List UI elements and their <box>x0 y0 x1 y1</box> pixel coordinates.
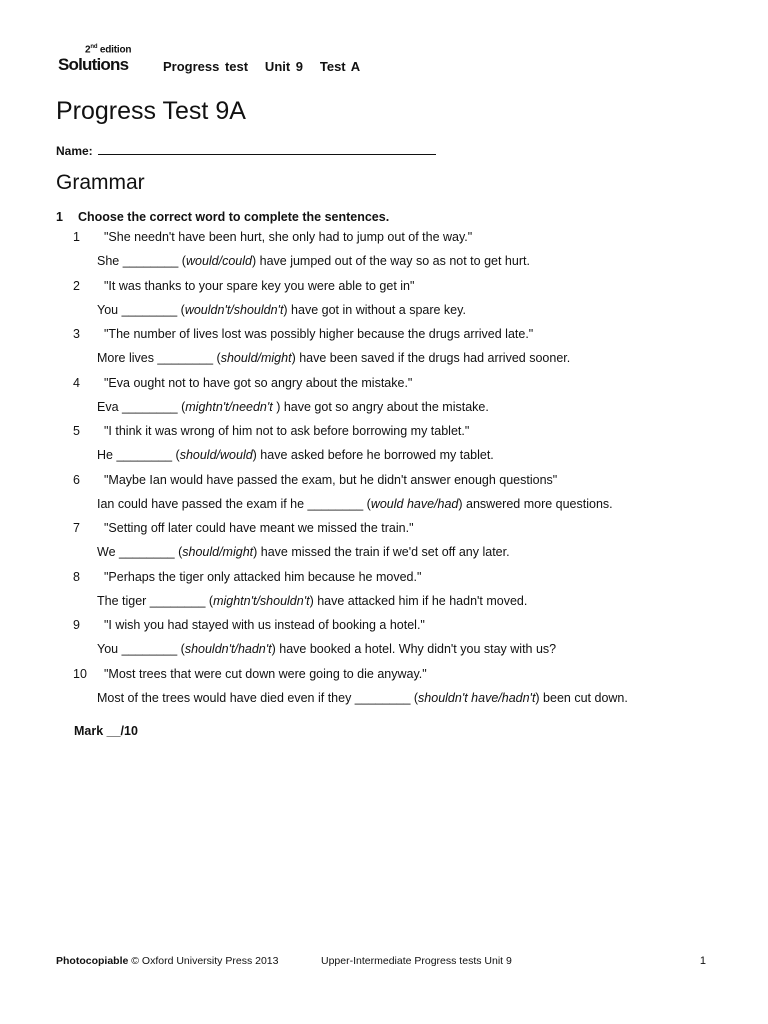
answer-sentence <box>97 254 530 268</box>
question-number: 9 <box>73 618 80 632</box>
page-header <box>58 44 718 78</box>
answer-choices: shouldn't have/hadn't <box>418 690 536 705</box>
header-test-info: Progress test Unit 9 Test A <box>163 59 361 74</box>
page-number: 1 <box>699 955 706 967</box>
answer-pre: He ________ ( <box>97 448 180 462</box>
answer-post: ) have asked before he borrowed my tablet. <box>252 448 494 462</box>
question-list <box>0 230 768 715</box>
answer-post: ) have attacked him if he hadn't moved. <box>309 593 528 608</box>
answer-sentence <box>97 303 466 317</box>
answer-post: ) answered more questions. <box>458 496 613 511</box>
logo-edition-number: 2 <box>85 44 91 56</box>
question-quote: "Eva ought not to have got so angry about the mistake." <box>104 375 413 390</box>
question-number: 2 <box>73 278 80 293</box>
answer-post: ) been cut down. <box>535 690 628 705</box>
answer-sentence <box>97 642 556 656</box>
name-field <box>56 143 436 158</box>
question-item <box>0 424 768 473</box>
answer-sentence <box>97 594 527 608</box>
task-instruction <box>56 210 389 224</box>
answer-pre: She ________ ( <box>97 254 186 268</box>
logo-edition <box>85 44 131 55</box>
question-quote: "Most trees that were cut down were going to die anyway." <box>104 666 427 681</box>
answer-post: ) have jumped out of the way so as not to get hurt. <box>251 254 530 268</box>
answer-pre: Ian could have passed the exam if he ________ ( <box>97 496 371 511</box>
answer-sentence <box>97 351 570 365</box>
question-number: 8 <box>73 569 80 584</box>
answer-choices: wouldn't/shouldn't <box>184 302 284 317</box>
answer-sentence <box>97 545 510 559</box>
answer-post: ) have got in without a spare key. <box>283 302 466 317</box>
answer-post: ) have got so angry about the mistake. <box>272 399 489 414</box>
question-number: 3 <box>73 327 80 341</box>
question-item <box>0 521 768 570</box>
footer-course: Upper-Intermediate Progress tests Unit 9 <box>321 955 512 967</box>
answer-pre: More lives ________ ( <box>97 351 221 365</box>
answer-sentence <box>97 497 613 511</box>
question-item <box>0 473 768 522</box>
answer-pre: Most of the trees would have died even if they ________ ( <box>97 690 419 705</box>
question-quote: "Perhaps the tiger only attacked him because he moved." <box>104 569 422 584</box>
answer-pre: We ________ ( <box>97 545 183 559</box>
question-quote: "Maybe Ian would have passed the exam, but he didn't answer enough questions" <box>104 472 558 487</box>
answer-choices: shouldn't/hadn't <box>184 642 272 656</box>
name-blank-line <box>98 143 436 155</box>
answer-post: ) have booked a hotel. Why didn't you stay with us? <box>271 642 557 656</box>
answer-pre: Eva ________ ( <box>97 399 186 414</box>
question-quote: "Setting off later could have meant we missed the train." <box>104 521 414 535</box>
question-number: 5 <box>73 424 80 438</box>
question-quote: "The number of lives lost was possibly higher because the drugs arrived late." <box>104 327 534 341</box>
logo-edition-word: edition <box>97 44 132 56</box>
question-item <box>0 570 768 619</box>
solutions-logo <box>58 44 148 74</box>
task-number: 1 <box>56 210 63 224</box>
answer-sentence <box>97 691 628 705</box>
answer-choices: should/might <box>182 545 254 559</box>
answer-choices: mightn't/needn't <box>185 399 273 414</box>
question-number: 7 <box>73 521 80 535</box>
question-item <box>0 618 768 667</box>
answer-post: ) have missed the train if we'd set off any later. <box>253 545 510 559</box>
question-number: 4 <box>73 375 80 390</box>
question-quote: "It was thanks to your spare key you were able to get in" <box>104 278 415 293</box>
name-label: Name: <box>56 144 93 158</box>
answer-choices: should/would <box>179 448 253 462</box>
logo-edition-suffix: nd <box>90 44 98 50</box>
answer-sentence <box>97 448 494 462</box>
mark-total: Mark __/10 <box>74 724 138 738</box>
question-quote: "I wish you had stayed with us instead of booking a hotel." <box>104 618 425 632</box>
answer-sentence <box>97 400 489 414</box>
question-item <box>0 230 768 279</box>
answer-pre: The tiger ________ ( <box>97 593 214 608</box>
logo-name: Solutions <box>58 55 129 74</box>
question-quote: "I think it was wrong of him not to ask before borrowing my tablet." <box>104 424 470 438</box>
answer-choices: would have/had <box>370 496 459 511</box>
question-number: 1 <box>73 230 80 244</box>
answer-pre: You ________ ( <box>97 642 185 656</box>
answer-choices: should/might <box>220 351 292 365</box>
page-title: Progress Test 9A <box>56 97 246 125</box>
answer-choices: would/could <box>185 254 252 268</box>
section-title: Grammar <box>56 171 145 194</box>
question-number: 10 <box>73 666 87 681</box>
question-item <box>0 376 768 425</box>
question-number: 6 <box>73 472 80 487</box>
question-quote: "She needn't have been hurt, she only had to jump out of the way." <box>104 230 473 244</box>
footer-copyright <box>56 955 278 967</box>
question-item <box>0 667 768 716</box>
question-item <box>0 279 768 328</box>
answer-choices: mightn't/shouldn't <box>213 593 310 608</box>
answer-pre: You ________ ( <box>97 302 185 317</box>
answer-post: ) have been saved if the drugs had arrived sooner. <box>291 351 571 365</box>
task-text: Choose the correct word to complete the sentences. <box>78 210 390 224</box>
footer-photocopiable: Photocopiable <box>56 955 129 967</box>
footer-copyright-text: © Oxford University Press 2013 <box>128 955 279 967</box>
question-item <box>0 327 768 376</box>
